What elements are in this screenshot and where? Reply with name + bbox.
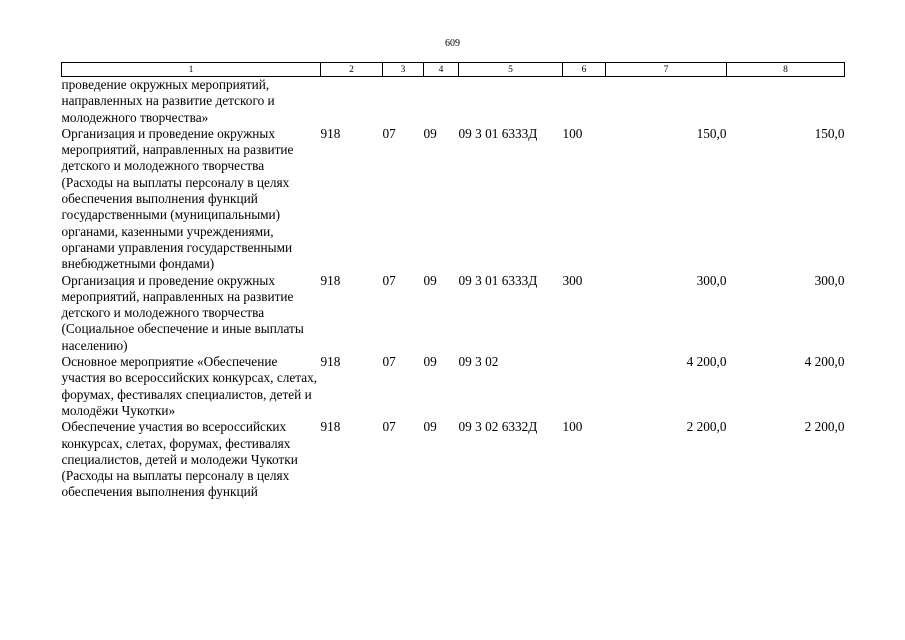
header-col-7: 7 [606,63,727,77]
row-name: Обеспечение участия во всероссийских конкурсах, слетах, форумах, фестивалях специалистов, детей и молодежи Чукотки (Расходы на выплаты персоналу в целях обеспечения выполнения функций [61,419,298,500]
header-col-2: 2 [321,63,383,77]
page-number: 609 [445,38,460,49]
row-ved [321,77,383,126]
budget-table [61,62,845,501]
table-row [62,419,845,500]
row-name: Организация и проведение окружных мероприятий, направленных на развитие детского и молодежного творчества (Социальное обеспечение и иные выплаты населению) [61,272,304,353]
table-row [62,273,845,354]
row-rz: 07 [382,419,396,435]
header-col-5: 5 [459,63,563,77]
row-pr: 09 [423,354,437,370]
row-rz: 07 [382,354,396,370]
row-sum-1: 300,0 [696,272,727,288]
row-sum-2 [727,77,845,126]
row-ved: 918 [320,354,341,370]
row-name: Организация и проведение окружных мероприятий, направленных на развитие детского и молодежного творчества (Расходы на выплаты персоналу в целях обеспечения выполнения функций государственными (муниципальными) органами, казенными учреждениями, органами управления государственными внебюджетными фондами) [61,125,294,272]
table-row [62,126,845,273]
row-vr: 300 [562,272,583,288]
row-ved: 918 [320,419,341,435]
row-vr: 100 [562,419,583,435]
header-col-6: 6 [563,63,606,77]
row-sum-1 [606,77,727,126]
table-row [62,354,845,419]
header-col-1: 1 [62,63,321,77]
row-sum-1: 4 200,0 [686,354,727,370]
row-vr [563,77,606,126]
row-vr: 100 [562,125,583,141]
table-header [62,63,845,77]
row-csr: 09 3 01 6333Д [458,125,538,141]
row-ved: 918 [320,125,341,141]
row-sum-1: 150,0 [696,125,727,141]
row-pr: 09 [423,125,437,141]
row-name: проведение окружных мероприятий, направленных на развитие детского и молодежного творчества» [61,77,275,125]
row-sum-2: 2 200,0 [804,419,845,435]
table-row [62,77,845,126]
header-col-3: 3 [383,63,424,77]
row-rz: 07 [382,125,396,141]
row-rz [383,77,424,126]
row-csr: 09 3 02 [458,354,499,370]
row-pr: 09 [423,272,437,288]
row-csr [459,77,563,126]
row-pr: 09 [423,419,437,435]
row-csr: 09 3 02 6332Д [458,419,538,435]
row-pr [424,77,459,126]
header-col-4: 4 [424,63,459,77]
row-csr: 09 3 01 6333Д [458,272,538,288]
header-col-8: 8 [727,63,845,77]
header-row [62,63,845,77]
row-name: Основное мероприятие «Обеспечение участия во всероссийских конкурсах, слетах, форумах, фестивалях специалистов, детей и молодёжи Чукотки» [61,354,318,418]
row-sum-2: 4 200,0 [804,354,845,370]
row-sum-2: 300,0 [814,272,845,288]
row-sum-1: 2 200,0 [686,419,727,435]
row-rz: 07 [382,272,396,288]
row-vr [563,354,606,419]
row-sum-2: 150,0 [814,125,845,141]
row-ved: 918 [320,272,341,288]
